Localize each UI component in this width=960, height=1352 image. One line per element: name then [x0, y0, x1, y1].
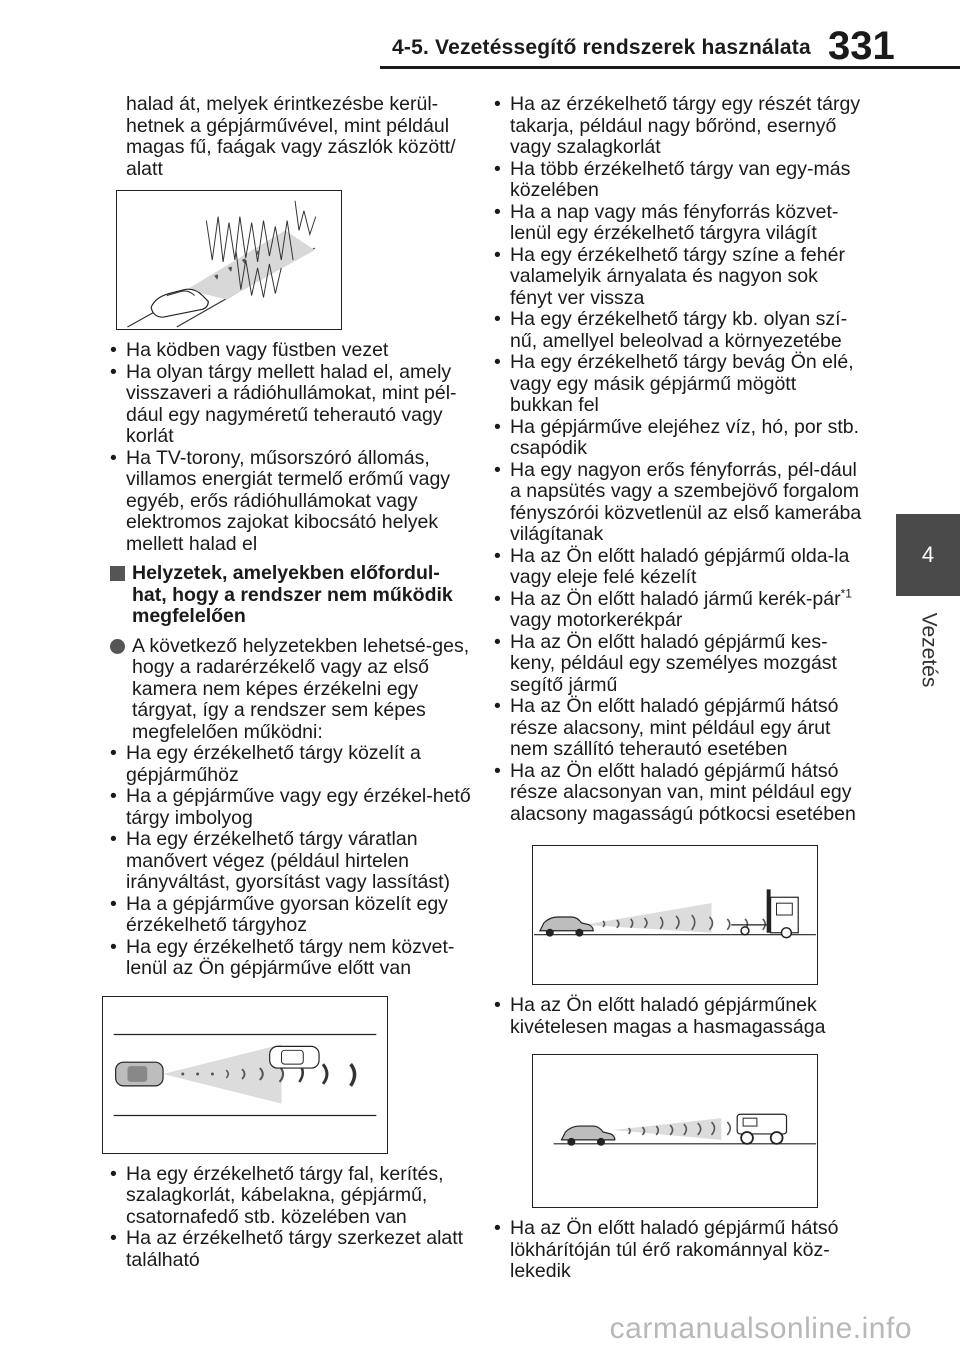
list-item: • Ha egy érzékelhető tárgy fal, kerítés, szalagkorlát, kábelakna, gépjármű, csatornafedő stb. közelében van — [110, 1164, 472, 1229]
footnote-ref[interactable]: *1 — [840, 586, 852, 600]
list-item: • Ha az Ön előtt haladó gépjárműnek kivételesen magas a hasmagassága — [494, 995, 862, 1038]
list-item: • Ha gépjárműve elejéhez víz, hó, por stb. csapódik — [494, 417, 862, 460]
bullet-list-6 — [494, 1218, 862, 1283]
list-item: • Ha az Ön előtt haladó gépjármű hátsó része alacsony, mint például egy árut nem szállító teherautó esetében — [494, 696, 862, 761]
list-item: • Ha az Ön előtt haladó gépjármű hátsó lökhárítóján túl érő rakománnyal köz-lekedik — [494, 1218, 862, 1283]
list-item: • Ha az érzékelhető tárgy szerkezet alatt található — [110, 1228, 472, 1271]
chapter-tab[interactable] — [896, 514, 960, 596]
list-item: • Ha egy érzékelhető tárgy közelít a gépjárműhöz — [110, 743, 472, 786]
list-item: • Ha a nap vagy más fényforrás közvet-lenül egy érzékelhető tárgyra világít — [494, 202, 862, 245]
page-number: 331 — [828, 24, 895, 68]
list-item — [494, 586, 862, 632]
offset-vehicle-svg — [103, 997, 387, 1153]
footer-watermark: carmanualsonline.info — [609, 1312, 912, 1345]
list-item: • Ha az Ön előtt haladó gépjármű kes-keny, például egy személyes mozgást segítő jármű — [494, 632, 862, 697]
chapter-number: 4 — [921, 542, 935, 567]
intro-paragraph: halad át, melyek érintkezésbe kerül-hetnek a gépjárművével, mint például magas fű, faágak vagy zászlók között/ alatt — [126, 93, 456, 180]
list-item: • Ha egy érzékelhető tárgy színe a fehér valamelyik árnyalata és nagyon sok fényt ver vissza — [494, 245, 862, 310]
list-item: • Ha ködben vagy füstben vezet — [110, 340, 472, 362]
right-column — [494, 94, 862, 1283]
bullet-list-1 — [110, 340, 472, 555]
suv-icon — [737, 1114, 786, 1144]
circle-paragraph — [110, 636, 472, 744]
list-item: • Ha az érzékelhető tárgy egy részét tárgy takarja, például nagy bőrönd, esernyő vagy szalagkorlát — [494, 94, 862, 159]
ego-car-icon — [561, 1126, 614, 1146]
bicycle-item-text: Ha az Ön előtt haladó jármű kerék-pár — [510, 587, 841, 610]
list-item: • Ha TV-torony, műsorszóró állomás, villamos energiát termelő erőmű vagy egyéb, erős rádióhullámokat vagy elektromos zajokat kibocsátó helyek mellett halad el — [110, 448, 472, 556]
figure-truck — [532, 845, 818, 985]
chapter-name: Vezetés — [917, 612, 941, 688]
bicycle-item-suffix: vagy motorkerékpár — [510, 609, 683, 631]
chapter-label — [896, 600, 960, 700]
circle-paragraph-text: A következő helyzetekben lehetsé-ges, hogy a radarérzékelő vagy az első kamera nem képes érzékelni egy tárgyat, így a rendszer sem képes megfelelően működni: — [132, 634, 470, 743]
list-item: • Ha az Ön előtt haladó gépjármű hátsó része alacsonyan van, mint például egy alacsony magasságú pótkocsi esetében — [494, 761, 862, 826]
target-car-icon — [270, 1046, 319, 1068]
list-item: • Ha egy nagyon erős fényforrás, pél-dául a napsütés vagy a szembejövő forgalom fényszórói közvetlenül az első kamerába világítanak — [494, 460, 862, 546]
figure-high-clearance — [532, 1054, 818, 1208]
list-item: • Ha olyan tárgy mellett halad el, amely visszaveri a rádióhullámokat, mint pél-dául egy nagyméretű teherautó vagy korlát — [110, 362, 472, 448]
header-title: 4-5. Vezetéssegítő rendszerek használata — [392, 36, 811, 59]
figure-offset-vehicle — [102, 996, 388, 1154]
list-item: • Ha egy érzékelhető tárgy nem közvet-lenül az Ön gépjárműve előtt van — [110, 937, 472, 980]
truck-illustration-svg — [533, 846, 817, 984]
circle-bullet-icon — [110, 639, 125, 654]
figure-grass-illustration — [116, 190, 342, 330]
ego-car-icon — [116, 1062, 163, 1086]
section-heading-text: Helyzetek, amelyekben előfordul-hat, hogy a rendszer nem működik megfelelően — [132, 562, 453, 627]
bullet-list-5 — [494, 995, 862, 1038]
list-item: • Ha a gépjárműve vagy egy érzékel-hető tárgy imbolyog — [110, 786, 472, 829]
high-clearance-svg — [533, 1055, 817, 1207]
square-bullet-icon — [110, 566, 125, 581]
list-item: • Ha egy érzékelhető tárgy bevág Ön elé, vagy egy másik gépjármű mögött bukkan fel — [494, 352, 862, 417]
list-item: • Ha több érzékelhető tárgy van egy-más közelében — [494, 159, 862, 202]
truck-icon — [731, 889, 798, 937]
car-icon — [151, 289, 208, 317]
bullet-list-2 — [110, 743, 472, 980]
ego-car-icon — [540, 917, 593, 937]
list-item: • Ha a gépjárműve gyorsan közelít egy érzékelhető tárgyhoz — [110, 894, 472, 937]
left-column — [110, 94, 472, 1271]
list-item: • Ha az Ön előtt haladó gépjármű olda-la vagy eleje felé kézelít — [494, 546, 862, 589]
list-item: • Ha egy érzékelhető tárgy váratlan manővert végez (például hirtelen irányváltást, gyorsítást vagy lassítást) — [110, 829, 472, 894]
list-item: • Ha egy érzékelhető tárgy kb. olyan szí-nű, amellyel beleolvad a környezetébe — [494, 309, 862, 352]
grass-illustration-svg — [117, 191, 341, 329]
bullet-list-3 — [110, 1164, 472, 1272]
section-heading — [110, 563, 472, 628]
bullet-list-4 — [494, 94, 862, 825]
